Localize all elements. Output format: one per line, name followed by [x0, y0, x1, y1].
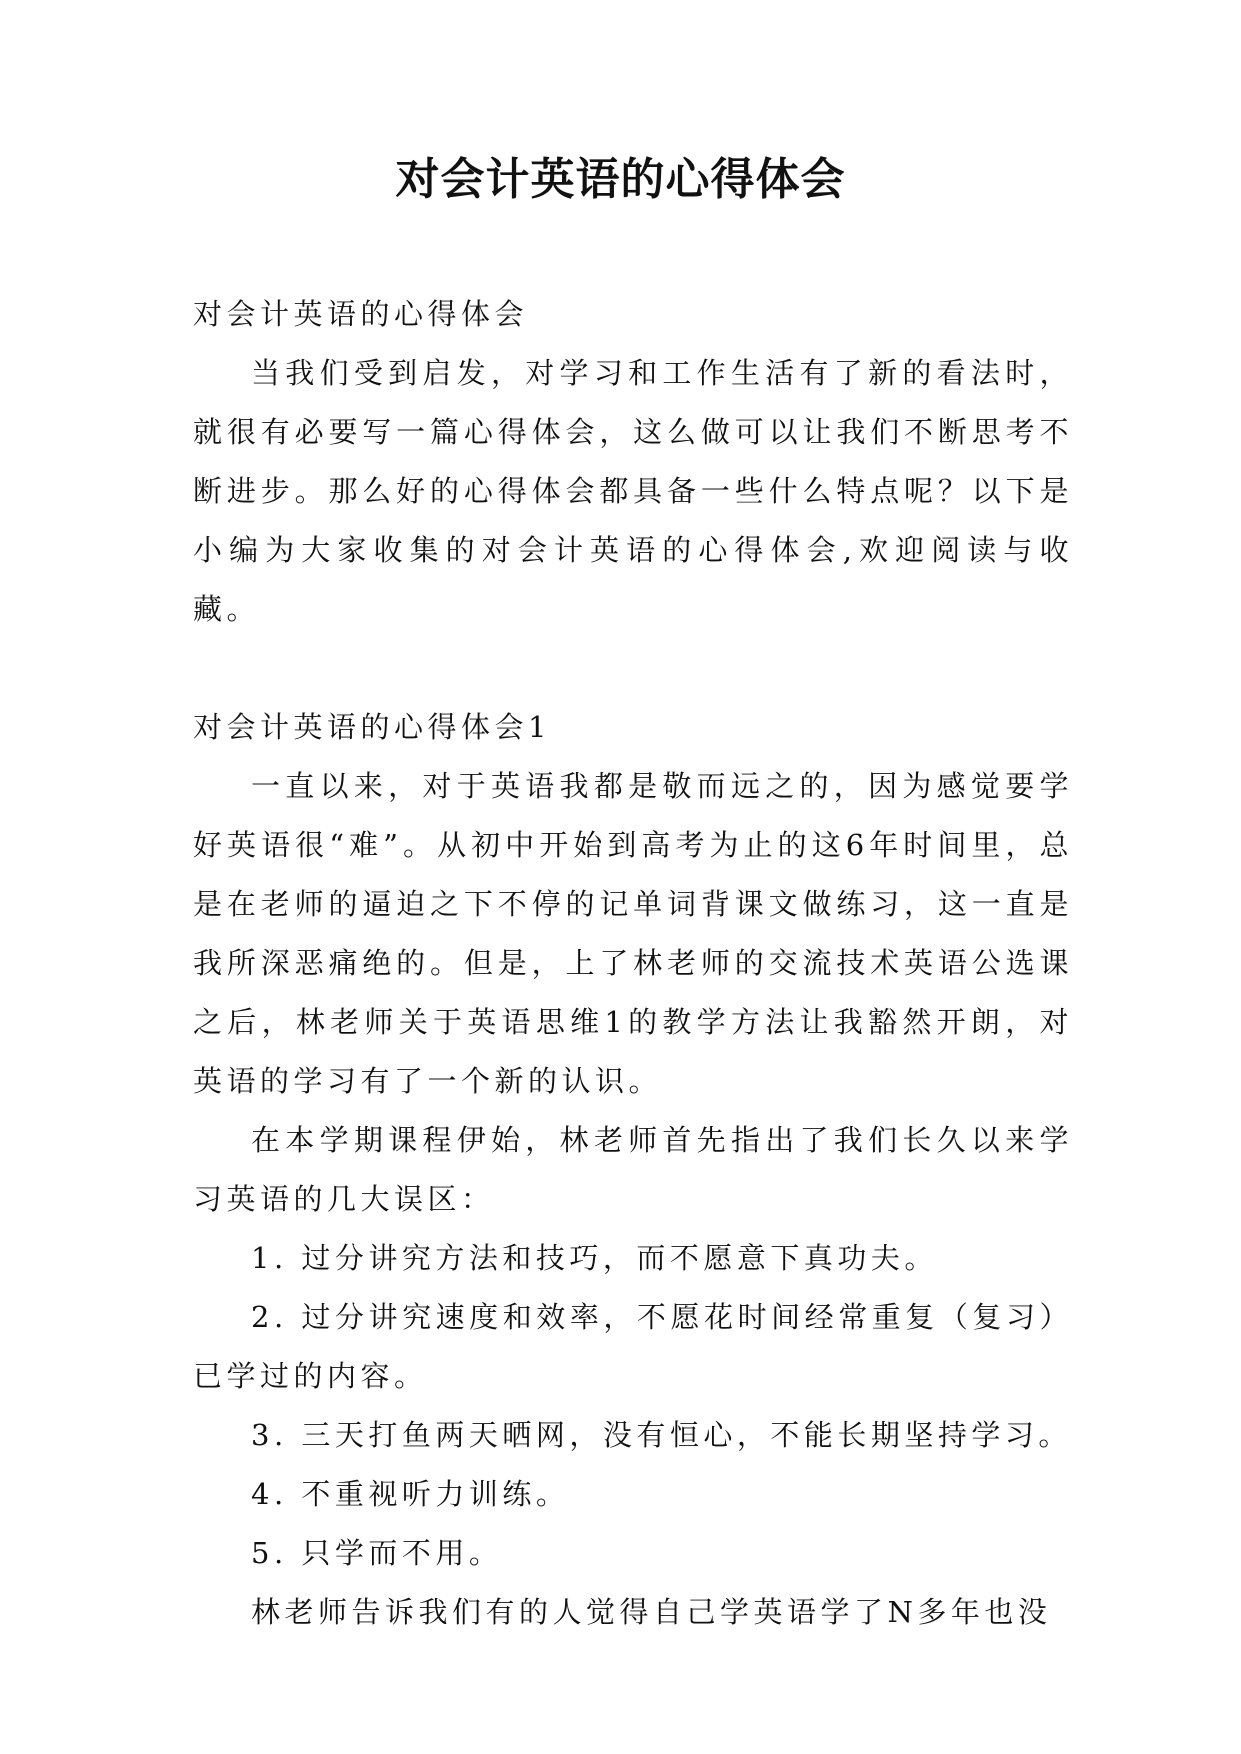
list-item: 2. 过分讲究速度和效率，不愿花时间经常重复（复习）已学过的内容。 [193, 1300, 1073, 1393]
list-item: 4. 不重视听力训练。 [251, 1477, 570, 1511]
list-item: 5. 只学而不用。 [251, 1536, 503, 1570]
list-item: 3. 三天打鱼两天晒网，没有恒心，不能长期坚持学习。 [251, 1418, 1072, 1452]
document-title: 对会计英语的心得体会 [395, 154, 846, 205]
section-heading: 对会计英语的心得体会1 [193, 710, 551, 744]
paragraph: 当我们受到启发，对学习和工作生活有了新的看法时，就很有必要写一篇心得体会，这么做可以让我们不断思考不断进步。那么好的心得体会都具备一些什么特点呢？以下是小编为大家收集的对会计英语的心得体会,欢迎阅读与收藏。 [193, 356, 1073, 626]
list-item: 1. 过分讲究方法和技巧，而不愿意下真功夫。 [251, 1241, 938, 1275]
document-body [193, 285, 1073, 1642]
paragraph: 一直以来，对于英语我都是敬而远之的，因为感觉要学好英语很“难”。从初中开始到高考为止的这6年时间里，总是在老师的逼迫之下不停的记单词背课文做练习，这一直是我所深恶痛绝的。但是，上了林老师的交流技术英语公选课之后，林老师关于英语思维1的教学方法让我豁然开朗，对英语的学习有了一个新的认识。 [193, 769, 1073, 1098]
paragraph: 对会计英语的心得体会 [193, 297, 529, 331]
paragraph: 在本学期课程伊始，林老师首先指出了我们长久以来学习英语的几大误区： [193, 1123, 1073, 1216]
paragraph: 林老师告诉我们有的人觉得自己学英语学了N多年也没 [251, 1595, 1052, 1629]
